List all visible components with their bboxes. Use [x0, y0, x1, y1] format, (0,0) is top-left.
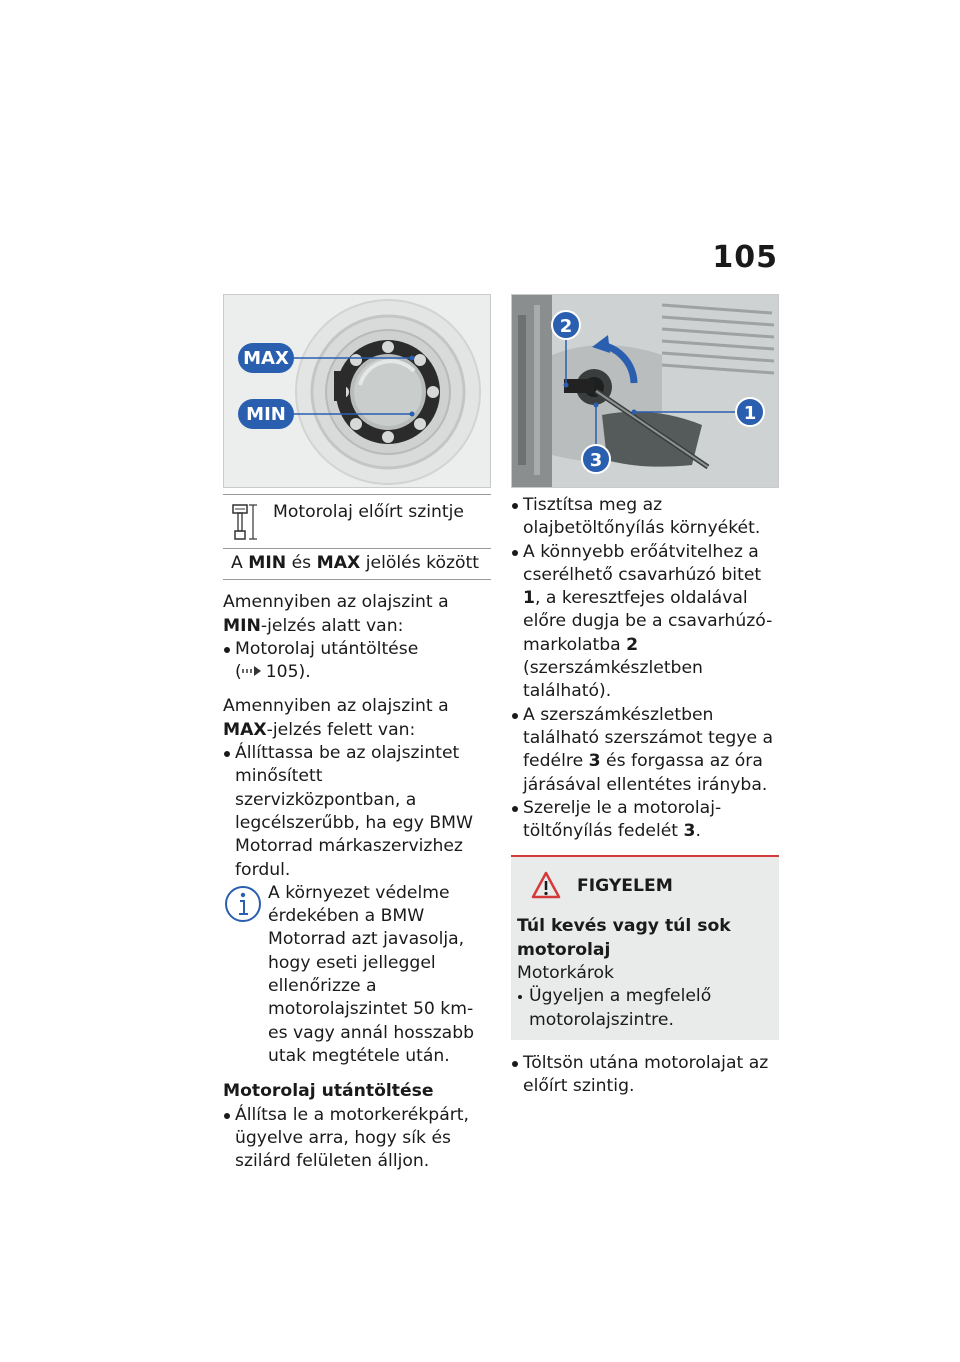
list-item: Ügyeljen a megfelelő motorolajszintre. [517, 985, 773, 1032]
b3-post: és forgassa az óra járásával ellentétes irányba. [523, 751, 768, 795]
warning-box [511, 855, 779, 1039]
p2-pre: Amennyiben az olajszint a [223, 696, 449, 717]
paragraph-min [223, 591, 491, 638]
list-item: Töltsön utána motorolajat az előírt szintig. [511, 1052, 779, 1099]
spec-value-pre: A [231, 553, 249, 573]
paragraph-max [223, 695, 491, 742]
cross-reference-link[interactable]: 105). [265, 662, 311, 683]
bullet-list-max [223, 742, 491, 882]
info-note [223, 882, 491, 1068]
spec-table [223, 494, 491, 580]
cross-reference-arrow-icon[interactable] [242, 661, 266, 684]
warning-title-text: FIGYELEM [577, 875, 673, 896]
note-text: A környezet védelme érdekében a BMW Motorrad azt javasolja, hogy eseti jelleggel ellenőrizze a motorolajszintet 50 km-es vagy annál hosszabb utak megtétele után. [268, 882, 475, 1066]
warning-title [531, 871, 773, 901]
b4-num: 3 [683, 821, 696, 842]
callout-1: 1 [743, 403, 757, 424]
max-label: MAX [243, 348, 289, 369]
spec-value-mid: és [286, 553, 317, 573]
b2-num1: 1 [523, 588, 535, 609]
min-label: MIN [246, 404, 286, 425]
info-icon [223, 884, 263, 924]
p1-post: -jelzés alatt van: [260, 615, 404, 636]
list-item: Állítsa le a motorkerékpárt, ügyelve arra, hogy sík és szilárd felületen álljon. [223, 1104, 491, 1174]
warning-bullets [517, 985, 773, 1032]
b4-post: . [695, 821, 701, 842]
p1-bold: MIN [223, 615, 261, 636]
list-item [511, 541, 779, 704]
b3-num: 3 [588, 751, 601, 772]
p2-post: -jelzés felett van: [266, 719, 416, 740]
spec-value-min: MIN [248, 553, 287, 573]
callout-3: 3 [589, 450, 603, 471]
b2-pre: A könnyebb erőátvitelhez a cserélhető csavarhúzó bitet [523, 541, 762, 585]
bullet-list-final [511, 1052, 779, 1099]
spec-value-post: jelölés között [360, 553, 480, 573]
list-item [511, 797, 779, 844]
list-item: Motorolaj utántöltése ( 105). [223, 638, 491, 685]
oil-level-icon [229, 501, 267, 543]
spec-value-max: MAX [316, 553, 361, 573]
b1-text: Motorolaj utántöltése [235, 638, 419, 659]
spec-title: Motorolaj előírt szintje [273, 502, 464, 522]
left-column [223, 294, 491, 1173]
b2-post: (szerszámkészletben található). [523, 658, 703, 702]
bullet-list-refill [223, 1104, 491, 1174]
spec-table-header [223, 495, 491, 549]
b4-pre: Szerelje le a motorolaj-töltőnyílás fedelét [523, 797, 722, 842]
list-item [511, 704, 779, 797]
p1-pre: Amennyiben az olajszint a [223, 592, 449, 613]
section-heading: Motorolaj utántöltése [223, 1081, 434, 1102]
warning-triangle-icon [531, 871, 561, 901]
warning-subtitle: Túl kevés vagy túl sok motorolaj [517, 916, 731, 960]
oil-filler-cap-figure [511, 294, 779, 488]
b3-pre: A szerszámkészletben található szerszámot tegye a fedélre [523, 704, 774, 772]
spec-value [223, 549, 491, 579]
oil-sight-glass-illustration [224, 295, 491, 488]
bullet-list-steps [511, 494, 779, 843]
b2-mid: , a keresztfejes oldalával előre dugja be a csavarhúzó-markolatba [523, 588, 773, 655]
right-column [511, 294, 779, 1099]
callout-2: 2 [559, 316, 573, 337]
b2-num2: 2 [626, 634, 639, 655]
page-number: 105 [712, 240, 778, 275]
list-item: Tisztítsa meg az olajbetöltőnyílás környékét. [511, 494, 779, 541]
oil-sight-glass-figure [223, 294, 491, 488]
list-item: Állíttassa be az olajszintet minősített szervizközpontban, a legcélszerűbb, ha egy BMW Motorrad márkaszervizhez fordul. [223, 742, 491, 882]
bullet-list-min [223, 638, 491, 685]
oil-filler-illustration [512, 295, 779, 488]
p2-bold: MAX [223, 719, 267, 740]
warning-consequence: Motorkárok [517, 963, 615, 984]
